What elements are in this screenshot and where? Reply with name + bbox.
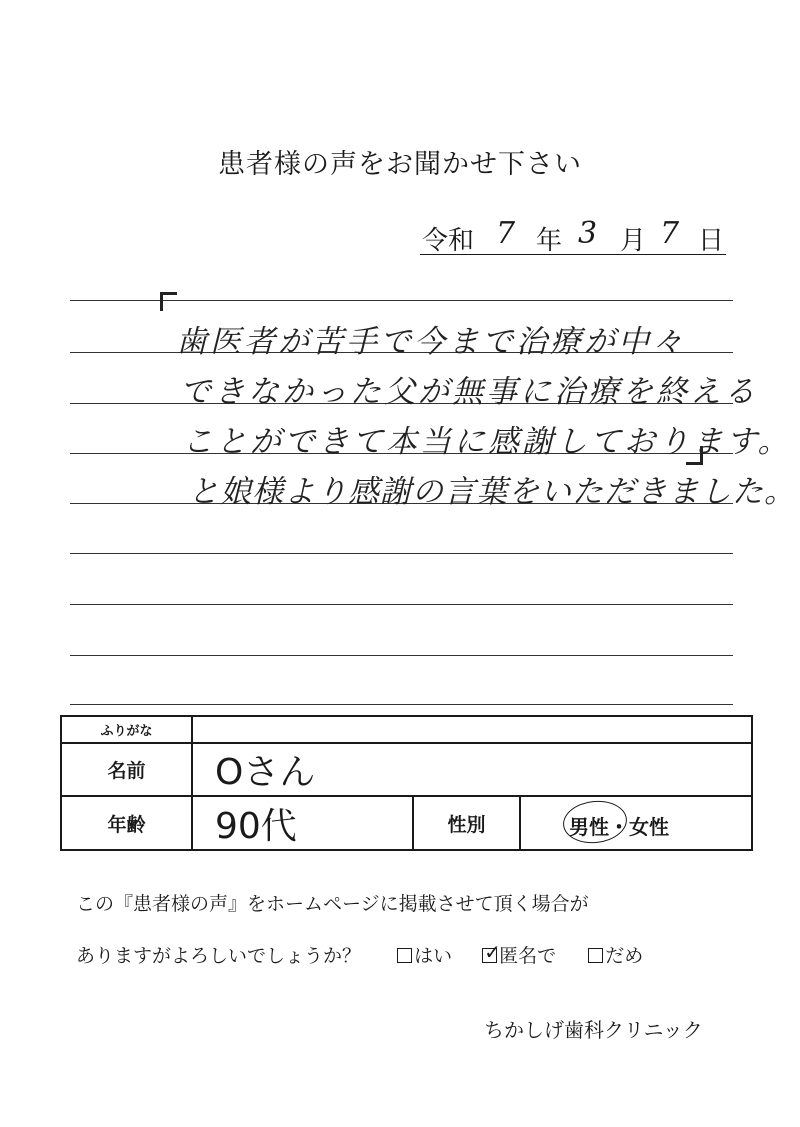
option-no-label: だめ [605, 945, 644, 967]
date-era: 令和 [422, 226, 475, 256]
checkbox-no[interactable] [588, 948, 603, 963]
gender-options: 男性・女性 [569, 815, 669, 839]
open-quote-bracket [160, 292, 177, 311]
checkbox-yes[interactable] [397, 948, 412, 963]
ruled-line [70, 704, 733, 705]
option-no[interactable] [588, 945, 643, 967]
comment-line-1: 歯医者が苦手で今まで治療が中々 [176, 324, 686, 360]
consent-question-line-1: この『患者様の声』をホームページに掲載させて頂く場合が [76, 893, 589, 915]
ruled-line [70, 553, 733, 554]
date-line [420, 218, 726, 255]
consent-question-line-2 [76, 941, 643, 968]
comment-line-2: できなかった父が無事に治療を終える [180, 374, 758, 410]
clinic-name: ちかしげ歯科クリニック [484, 1018, 703, 1042]
furigana-label: ふりがな [61, 716, 192, 743]
date-month: 3 [578, 216, 598, 251]
patient-info-table [60, 715, 753, 851]
gender-field [520, 796, 752, 850]
date-year-unit: 年 [536, 226, 563, 256]
close-quote-bracket [686, 446, 703, 465]
gender-label: 性別 [413, 796, 520, 850]
option-yes-label: はい [414, 945, 453, 967]
name-field: Oさん [192, 743, 752, 796]
form-title: 患者様の声をお聞かせ下さい [218, 149, 582, 180]
option-anonymous-label: 匿名で [499, 945, 557, 967]
ruled-line [70, 604, 733, 605]
ruled-line [70, 655, 733, 656]
check-mark-icon: ✓ [484, 940, 501, 964]
consent-question-text: ありますがよろしいでしょうか？ [76, 945, 362, 967]
name-label: 名前 [61, 743, 192, 796]
checkbox-anonymous[interactable] [482, 940, 501, 964]
date-year: 7 [496, 216, 516, 251]
date-day: 7 [660, 216, 680, 251]
option-anonymous[interactable] [482, 940, 557, 967]
furigana-field [192, 716, 752, 743]
option-yes[interactable] [397, 945, 452, 967]
comment-line-3: ことができて本当に感謝しております。 [182, 424, 792, 460]
date-month-unit: 月 [620, 226, 647, 256]
date-day-unit: 日 [698, 226, 725, 256]
age-field: 90代 [192, 796, 413, 850]
comment-line-4: と娘様より感謝の言葉をいただきました。 [188, 474, 796, 510]
age-label: 年齢 [61, 796, 192, 850]
